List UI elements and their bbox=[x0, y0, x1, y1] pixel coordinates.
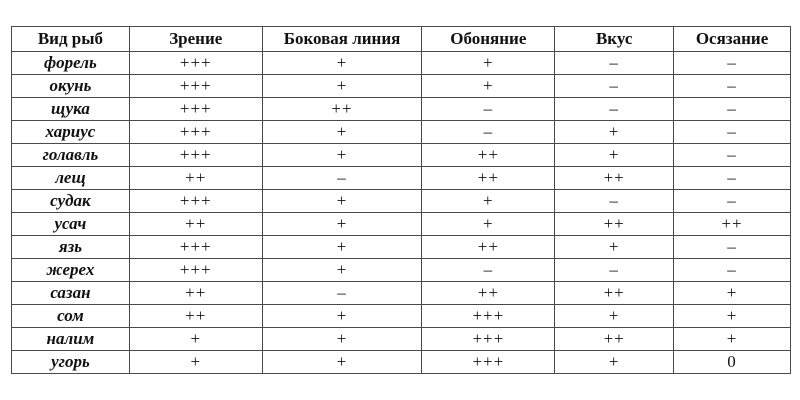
vision-value-cell: +++ bbox=[129, 259, 262, 282]
smell-value-cell: – bbox=[422, 98, 555, 121]
taste-value-cell: ++ bbox=[555, 167, 674, 190]
smell-value-cell: ++ bbox=[422, 236, 555, 259]
fish-senses-table bbox=[11, 26, 791, 374]
taste-value-cell: + bbox=[555, 236, 674, 259]
lateral-line-value-cell: + bbox=[262, 305, 422, 328]
smell-value-cell: + bbox=[422, 213, 555, 236]
lateral-line-value-cell: + bbox=[262, 190, 422, 213]
table-row bbox=[12, 305, 791, 328]
lateral-line-value-cell: + bbox=[262, 213, 422, 236]
fish-name-cell: жерех bbox=[12, 259, 130, 282]
touch-value-cell: – bbox=[674, 236, 791, 259]
fish-name-cell: усач bbox=[12, 213, 130, 236]
touch-value-cell: – bbox=[674, 52, 791, 75]
taste-value-cell: – bbox=[555, 190, 674, 213]
smell-value-cell: ++ bbox=[422, 144, 555, 167]
taste-value-cell: + bbox=[555, 305, 674, 328]
fish-name-cell: голавль bbox=[12, 144, 130, 167]
smell-value-cell: – bbox=[422, 121, 555, 144]
taste-value-cell: – bbox=[555, 259, 674, 282]
lateral-line-value-cell: – bbox=[262, 167, 422, 190]
header-cell-smell: Обоняние bbox=[422, 27, 555, 52]
fish-name-cell: окунь bbox=[12, 75, 130, 98]
smell-value-cell: +++ bbox=[422, 351, 555, 374]
touch-value-cell: 0 bbox=[674, 351, 791, 374]
vision-value-cell: ++ bbox=[129, 305, 262, 328]
touch-value-cell: – bbox=[674, 167, 791, 190]
vision-value-cell: +++ bbox=[129, 75, 262, 98]
fish-name-cell: хариус bbox=[12, 121, 130, 144]
vision-value-cell: + bbox=[129, 351, 262, 374]
fish-name-cell: язь bbox=[12, 236, 130, 259]
table-row bbox=[12, 213, 791, 236]
touch-value-cell: + bbox=[674, 305, 791, 328]
touch-value-cell: – bbox=[674, 75, 791, 98]
vision-value-cell: +++ bbox=[129, 121, 262, 144]
lateral-line-value-cell: + bbox=[262, 144, 422, 167]
taste-value-cell: – bbox=[555, 98, 674, 121]
table-row bbox=[12, 190, 791, 213]
lateral-line-value-cell: ++ bbox=[262, 98, 422, 121]
vision-value-cell: +++ bbox=[129, 236, 262, 259]
lateral-line-value-cell: + bbox=[262, 328, 422, 351]
header-cell-touch: Осязание bbox=[674, 27, 791, 52]
table-row bbox=[12, 282, 791, 305]
fish-name-cell: угорь bbox=[12, 351, 130, 374]
touch-value-cell: + bbox=[674, 328, 791, 351]
taste-value-cell: + bbox=[555, 351, 674, 374]
fish-name-cell: судак bbox=[12, 190, 130, 213]
taste-value-cell: + bbox=[555, 144, 674, 167]
smell-value-cell: + bbox=[422, 190, 555, 213]
fish-name-cell: налим bbox=[12, 328, 130, 351]
lateral-line-value-cell: + bbox=[262, 121, 422, 144]
vision-value-cell: +++ bbox=[129, 98, 262, 121]
smell-value-cell: ++ bbox=[422, 282, 555, 305]
vision-value-cell: +++ bbox=[129, 144, 262, 167]
table-row bbox=[12, 144, 791, 167]
table-header-row bbox=[12, 27, 791, 52]
fish-senses-table-container bbox=[11, 26, 791, 374]
taste-value-cell: – bbox=[555, 52, 674, 75]
table-row bbox=[12, 328, 791, 351]
table-row bbox=[12, 98, 791, 121]
header-cell-taste: Вкус bbox=[555, 27, 674, 52]
vision-value-cell: ++ bbox=[129, 282, 262, 305]
fish-name-cell: сом bbox=[12, 305, 130, 328]
fish-name-cell: щука bbox=[12, 98, 130, 121]
table-row bbox=[12, 52, 791, 75]
vision-value-cell: +++ bbox=[129, 190, 262, 213]
table-row bbox=[12, 351, 791, 374]
lateral-line-value-cell: + bbox=[262, 259, 422, 282]
table-body bbox=[12, 52, 791, 374]
table-row bbox=[12, 167, 791, 190]
smell-value-cell: – bbox=[422, 259, 555, 282]
touch-value-cell: – bbox=[674, 190, 791, 213]
taste-value-cell: ++ bbox=[555, 213, 674, 236]
header-cell-vision: Зрение bbox=[129, 27, 262, 52]
table-row bbox=[12, 259, 791, 282]
table-row bbox=[12, 121, 791, 144]
header-cell-lateral-line: Боковая линия bbox=[262, 27, 422, 52]
vision-value-cell: +++ bbox=[129, 52, 262, 75]
header-cell-species: Вид рыб bbox=[12, 27, 130, 52]
touch-value-cell: – bbox=[674, 144, 791, 167]
touch-value-cell: – bbox=[674, 98, 791, 121]
taste-value-cell: – bbox=[555, 75, 674, 98]
touch-value-cell: – bbox=[674, 259, 791, 282]
fish-name-cell: форель bbox=[12, 52, 130, 75]
taste-value-cell: ++ bbox=[555, 328, 674, 351]
lateral-line-value-cell: + bbox=[262, 75, 422, 98]
vision-value-cell: + bbox=[129, 328, 262, 351]
lateral-line-value-cell: + bbox=[262, 236, 422, 259]
fish-name-cell: сазан bbox=[12, 282, 130, 305]
taste-value-cell: + bbox=[555, 121, 674, 144]
touch-value-cell: – bbox=[674, 121, 791, 144]
touch-value-cell: + bbox=[674, 282, 791, 305]
fish-name-cell: лещ bbox=[12, 167, 130, 190]
vision-value-cell: ++ bbox=[129, 213, 262, 236]
smell-value-cell: +++ bbox=[422, 328, 555, 351]
lateral-line-value-cell: + bbox=[262, 52, 422, 75]
vision-value-cell: ++ bbox=[129, 167, 262, 190]
lateral-line-value-cell: + bbox=[262, 351, 422, 374]
smell-value-cell: + bbox=[422, 75, 555, 98]
smell-value-cell: ++ bbox=[422, 167, 555, 190]
table-row bbox=[12, 236, 791, 259]
lateral-line-value-cell: – bbox=[262, 282, 422, 305]
touch-value-cell: ++ bbox=[674, 213, 791, 236]
table-row bbox=[12, 75, 791, 98]
taste-value-cell: ++ bbox=[555, 282, 674, 305]
smell-value-cell: + bbox=[422, 52, 555, 75]
smell-value-cell: +++ bbox=[422, 305, 555, 328]
